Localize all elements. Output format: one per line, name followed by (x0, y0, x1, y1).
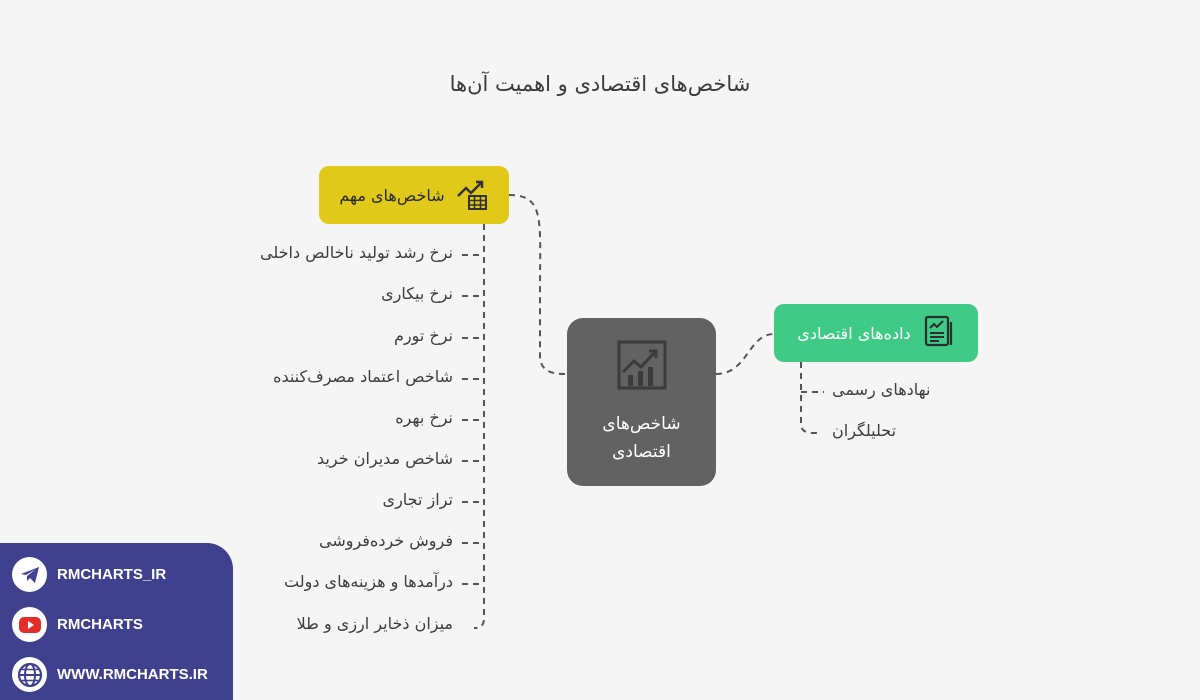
youtube-link[interactable] (12, 607, 143, 642)
youtube-label: RMCHARTS (57, 616, 143, 633)
list-item: نرخ رشد تولید ناخالص داخلی (260, 243, 453, 262)
list-item: تراز تجاری (382, 490, 453, 509)
report-icon (921, 314, 955, 352)
list-item: تحلیلگران (832, 421, 897, 440)
center-label-line2: اقتصادی (612, 441, 671, 462)
list-item: درآمدها و هزینه‌های دولت (284, 572, 453, 591)
globe-icon (12, 657, 47, 692)
website-link[interactable] (12, 657, 208, 692)
list-item: شاخص اعتماد مصرف‌کننده (273, 367, 453, 386)
list-item: فروش خرده‌فروشی (319, 531, 453, 550)
page-title: شاخص‌های اقتصادی و اهمیت آن‌ها (449, 72, 751, 96)
list-item: نرخ تورم (393, 326, 453, 345)
chart-icon (616, 339, 668, 400)
node-important-indicators-label: شاخص‌های مهم (339, 185, 445, 205)
chart-growth-icon (455, 176, 489, 214)
center-label-line1: شاخص‌های (602, 413, 681, 434)
connector-left-spine (474, 224, 484, 628)
list-item: میزان ذخایر ارزی و طلا (296, 614, 453, 633)
list-item: نهادهای رسمی (832, 380, 931, 399)
youtube-icon (12, 607, 47, 642)
telegram-label: RMCHARTS_IR (57, 566, 167, 583)
connector-center-green (716, 334, 774, 374)
connector-right-spine (801, 362, 820, 433)
telegram-icon (12, 557, 47, 592)
connector-yellow-center (509, 195, 567, 374)
node-economic-data-label: داده‌های اقتصادی (797, 323, 911, 343)
website-label: WWW.RMCHARTS.IR (57, 666, 208, 683)
list-item: نرخ بیکاری (381, 284, 453, 303)
telegram-link[interactable] (12, 557, 166, 592)
list-item: شاخص مدیران خرید (317, 449, 453, 468)
list-item: نرخ بهره (395, 408, 453, 427)
node-economic-data[interactable] (774, 304, 978, 362)
node-economic-indicators[interactable] (567, 318, 716, 486)
social-footer (0, 543, 233, 700)
node-important-indicators[interactable] (319, 166, 509, 224)
